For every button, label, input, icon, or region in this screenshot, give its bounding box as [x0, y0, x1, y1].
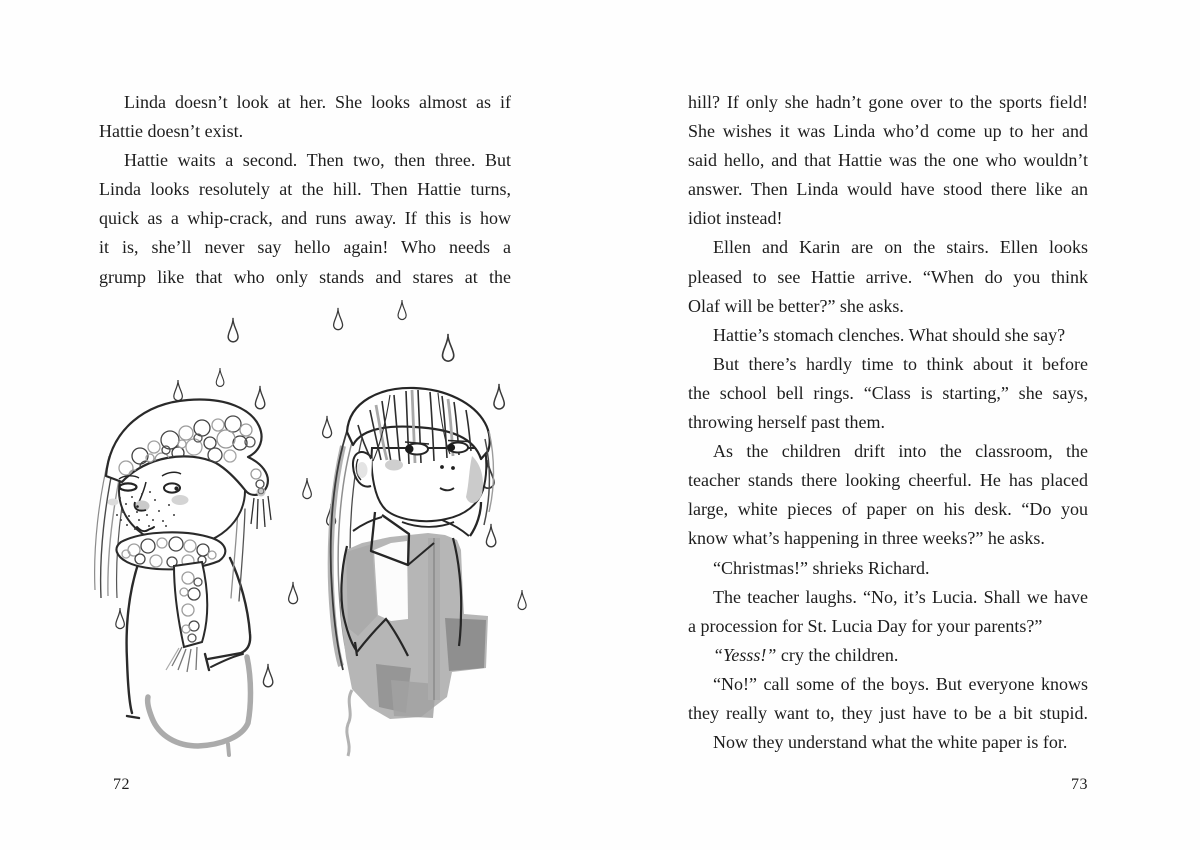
blush-left — [108, 499, 119, 506]
paragraph — [99, 146, 511, 291]
text-line: She wishes it was Linda who’d come up to her and — [688, 121, 1088, 142]
text-line: quick as a whip-crack, and runs away. If this is how — [99, 208, 511, 229]
nostril-right — [451, 466, 455, 470]
text-line: said hello, and that Hattie was the one who wouldn’t — [688, 150, 1088, 171]
text-line: pleased to see Hattie arrive. “When do you think — [688, 266, 1088, 287]
nostril-left — [440, 465, 444, 469]
text-line: As the children drift into the classroom, the — [713, 441, 1088, 462]
text-line: throwing herself past them. — [688, 412, 885, 433]
drawstring — [347, 690, 352, 756]
left-eye — [120, 483, 137, 490]
text-line: grump like that who only stands and stares at the — [99, 266, 511, 287]
text-line: Hattie’s stomach clenches. What should she say? — [713, 324, 1066, 345]
text-line: know what’s happening in three weeks?” he asks. — [688, 528, 1045, 549]
blush-right — [172, 495, 189, 505]
page-number-left: 72 — [113, 776, 130, 793]
right-page-text — [688, 88, 1088, 757]
paragraph — [688, 670, 1088, 728]
text-line: Now they understand what the white paper is for. — [713, 732, 1068, 753]
headscarf-knot — [257, 488, 266, 497]
paragraph — [688, 641, 1088, 670]
scarf-tail-fringe — [166, 647, 197, 672]
left-eye-pupil — [406, 445, 414, 453]
text-line: a procession for St. Lucia Day for your parents?” — [688, 615, 1043, 636]
paragraph — [688, 728, 1088, 757]
text-line: teacher stands there looking cheerful. He has placed — [688, 470, 1088, 491]
paragraph — [688, 350, 1088, 437]
rain-illustration — [90, 298, 565, 783]
paragraph — [688, 554, 1088, 583]
nostril — [136, 505, 139, 508]
text-line: idiot instead! — [688, 208, 783, 229]
text-line: Ellen and Karin are on the stairs. Ellen looks — [713, 237, 1088, 258]
text-line: large, white pieces of paper on his desk. “Do you — [688, 499, 1088, 520]
paragraph — [688, 583, 1088, 641]
right-eye-pupil — [174, 486, 178, 490]
text-line: Hattie doesn’t exist. — [99, 121, 244, 142]
left-page-text — [99, 88, 511, 292]
girl-with-bangs — [331, 388, 494, 756]
headscarf-fringe — [251, 496, 271, 529]
jacket-dark-patch-right — [445, 618, 486, 671]
girl-right-jacket — [341, 502, 488, 756]
right-page — [600, 0, 1200, 850]
right-eye-pupil — [448, 444, 455, 451]
girl-with-headscarf — [95, 400, 271, 755]
page-number-right: 73 — [1071, 776, 1088, 793]
text-line: But there’s hardly time to think about it before — [713, 353, 1088, 374]
text-line: Linda looks resolutely at the hill. Then Hattie turns, — [99, 179, 511, 200]
right-eyelid — [448, 441, 468, 442]
paragraph — [688, 321, 1088, 350]
text-line: “Yesss!” cry the children. — [713, 644, 899, 665]
text-line: Olaf will be better?” she asks. — [688, 295, 904, 316]
text-line: hill? If only she hadn’t gone over to the sports field! — [688, 92, 1088, 112]
rain-illustration-svg — [90, 298, 565, 783]
text-line: it is, she’ll never say hello again! Who needs a — [99, 237, 511, 258]
text-line: The teacher laughs. “No, it’s Lucia. Shall we have — [713, 586, 1088, 607]
cheek-shade-left — [385, 460, 403, 471]
ear — [353, 452, 372, 487]
paragraph — [688, 233, 1088, 320]
text-line: “Christmas!” shrieks Richard. — [713, 557, 930, 578]
text-line: Linda doesn’t look at her. She looks almost as if — [124, 92, 511, 112]
text-line: Hattie waits a second. Then two, then three. But — [124, 150, 511, 171]
paragraph — [688, 437, 1088, 553]
girl-left-neck-scarf — [116, 532, 225, 672]
text-line: “No!” call some of the boys. But everyone knows — [713, 673, 1088, 694]
paragraph — [99, 88, 511, 146]
text-line: the school bell rings. “Class is starting,” she says, — [688, 382, 1088, 403]
text-line: they really want to, they just have to be a bit stupid. — [688, 702, 1088, 723]
text-line: answer. Then Linda would have stood there like an — [688, 179, 1088, 200]
paragraph — [688, 88, 1088, 233]
